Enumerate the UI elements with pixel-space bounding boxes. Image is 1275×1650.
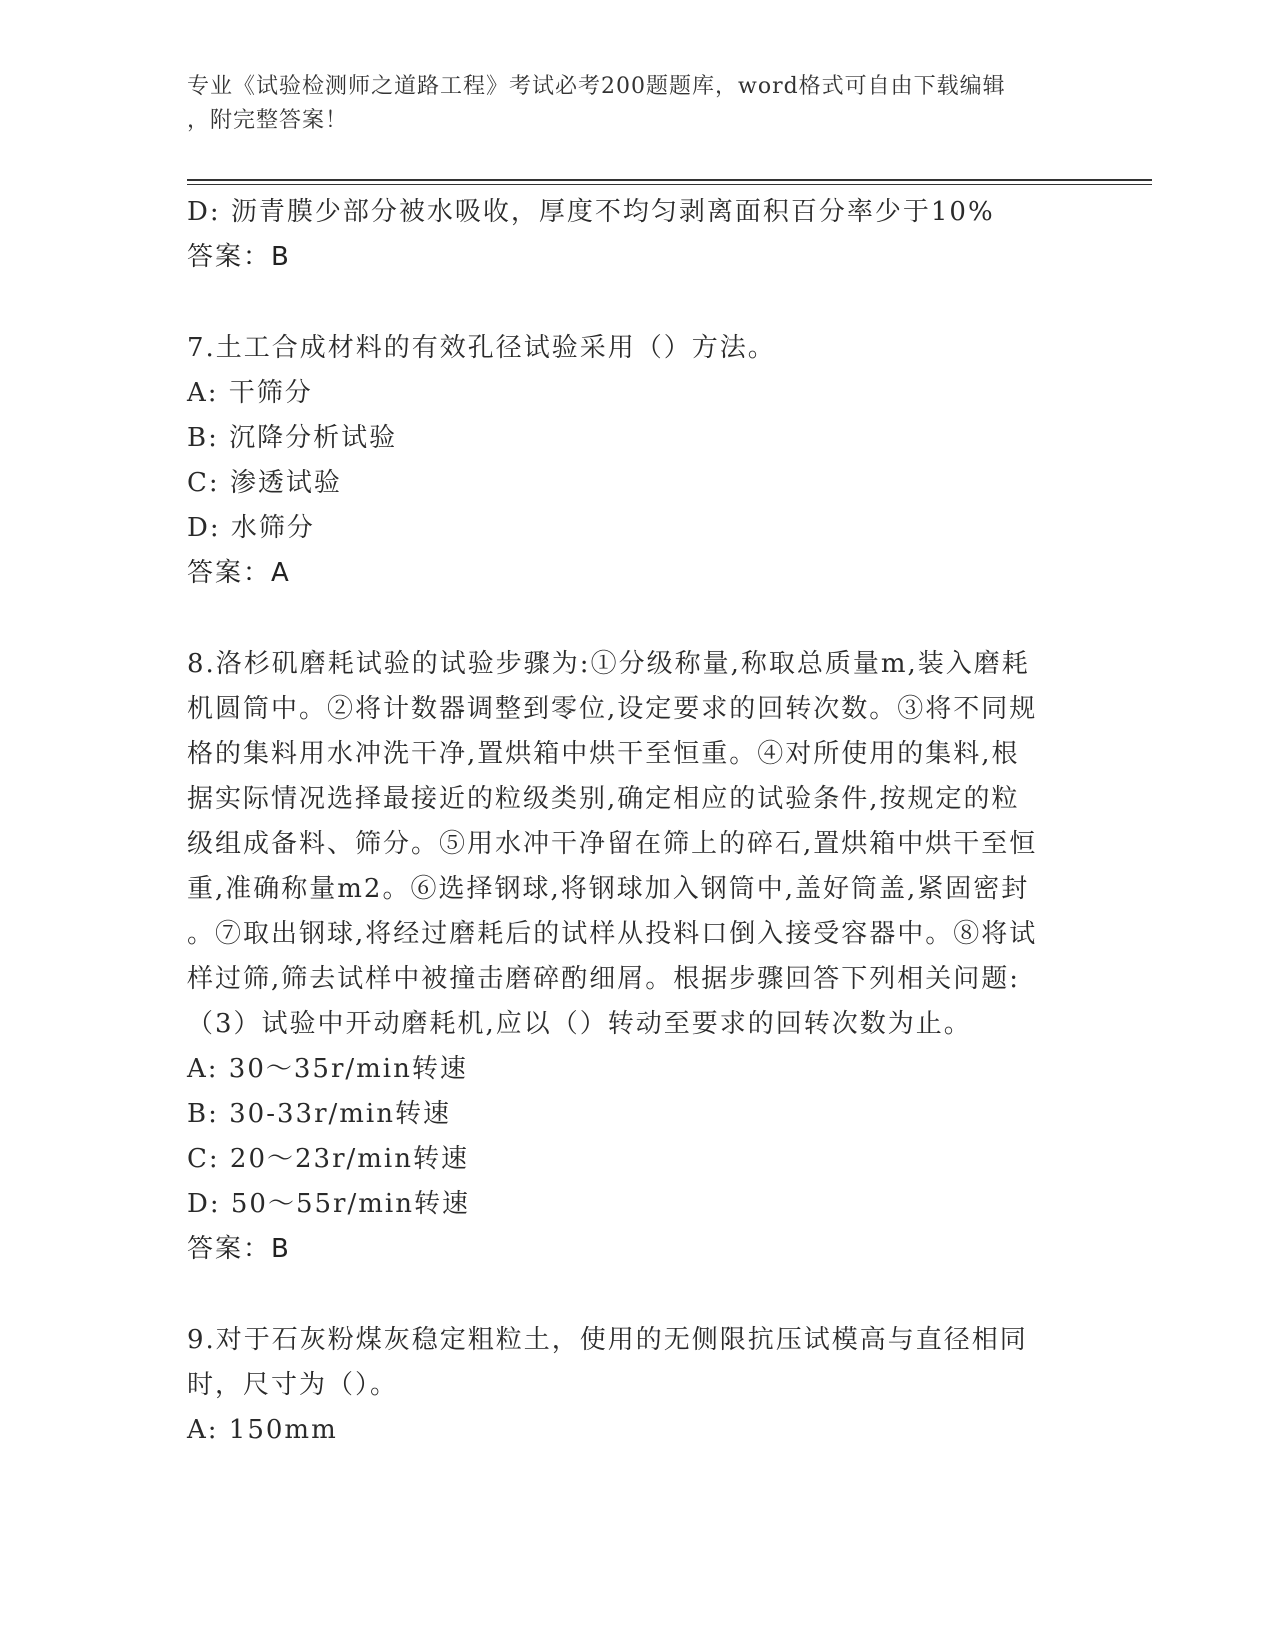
question-7-option-c: C: 渗透试验	[187, 468, 342, 498]
question-8-option-a: A: 30～35r/min转速	[187, 1054, 468, 1084]
question-9	[187, 1318, 1067, 1453]
header-line-1: 专业《试验检测师之道路工程》考试必考200题题库，word格式可自由下载编辑	[187, 74, 1006, 99]
spacer	[187, 280, 1067, 326]
question-7	[187, 326, 1067, 596]
header-rule-thick	[187, 179, 1152, 181]
question-8-stem-line: 级组成备料、筛分。⑤用水冲干净留在筛上的碎石,置烘箱中烘干至恒	[187, 829, 1038, 859]
question-9-stem-line: 时，尺寸为（）。	[187, 1370, 399, 1400]
question-8	[187, 642, 1067, 1272]
question-7-stem: 7.土工合成材料的有效孔径试验采用（）方法。	[187, 333, 776, 363]
question-8-stem-line: 。⑦取出钢球,将经过磨耗后的试样从投料口倒入接受容器中。⑧将试	[187, 919, 1038, 949]
header-line-2: ，附完整答案！	[187, 108, 349, 133]
prev-answer: 答案：B	[187, 242, 291, 272]
question-8-option-b: B: 30-33r/min转速	[187, 1099, 451, 1129]
question-7-answer: 答案：A	[187, 558, 291, 588]
question-8-answer: 答案：B	[187, 1234, 291, 1264]
question-8-option-c: C: 20～23r/min转速	[187, 1144, 469, 1174]
question-8-stem-line: （3）试验中开动磨耗机,应以（）转动至要求的回转次数为止。	[187, 1009, 972, 1039]
question-7-option-b: B: 沉降分析试验	[187, 423, 398, 453]
header-rule-thin	[187, 184, 1152, 185]
question-9-option-a: A: 150mm	[187, 1415, 338, 1445]
question-8-stem-line: 重,准确称量m2。⑥选择钢球,将钢球加入钢筒中,盖好筒盖,紧固密封	[187, 874, 1030, 904]
question-7-option-d: D: 水筛分	[187, 513, 315, 543]
question-7-option-a: A: 干筛分	[187, 378, 313, 408]
question-9-stem-line: 9.对于石灰粉煤灰稳定粗粒土，使用的无侧限抗压试模高与直径相同	[187, 1325, 1028, 1355]
document-body	[187, 190, 1067, 1453]
spacer	[187, 1272, 1067, 1318]
question-8-stem-line: 机圆筒中。②将计数器调整到零位,设定要求的回转次数。③将不同规	[187, 694, 1038, 724]
prev-option-d: D: 沥青膜少部分被水吸收，厚度不均匀剥离面积百分率少于10%	[187, 197, 995, 227]
question-8-stem-line: 据实际情况选择最接近的粒级类别,确定相应的试验条件,按规定的粒	[187, 784, 1020, 814]
spacer	[187, 596, 1067, 642]
document-header	[187, 70, 1067, 138]
question-8-option-d: D: 50～55r/min转速	[187, 1189, 470, 1219]
question-8-stem-line: 样过筛,筛去试样中被撞击磨碎酌细屑。根据步骤回答下列相关问题:	[187, 964, 1021, 994]
question-8-stem-line: 格的集料用水冲洗干净,置烘箱中烘干至恒重。④对所使用的集料,根	[187, 739, 1020, 769]
question-8-stem-line: 8.洛杉矶磨耗试验的试验步骤为:①分级称量,称取总质量m,装入磨耗	[187, 649, 1030, 679]
